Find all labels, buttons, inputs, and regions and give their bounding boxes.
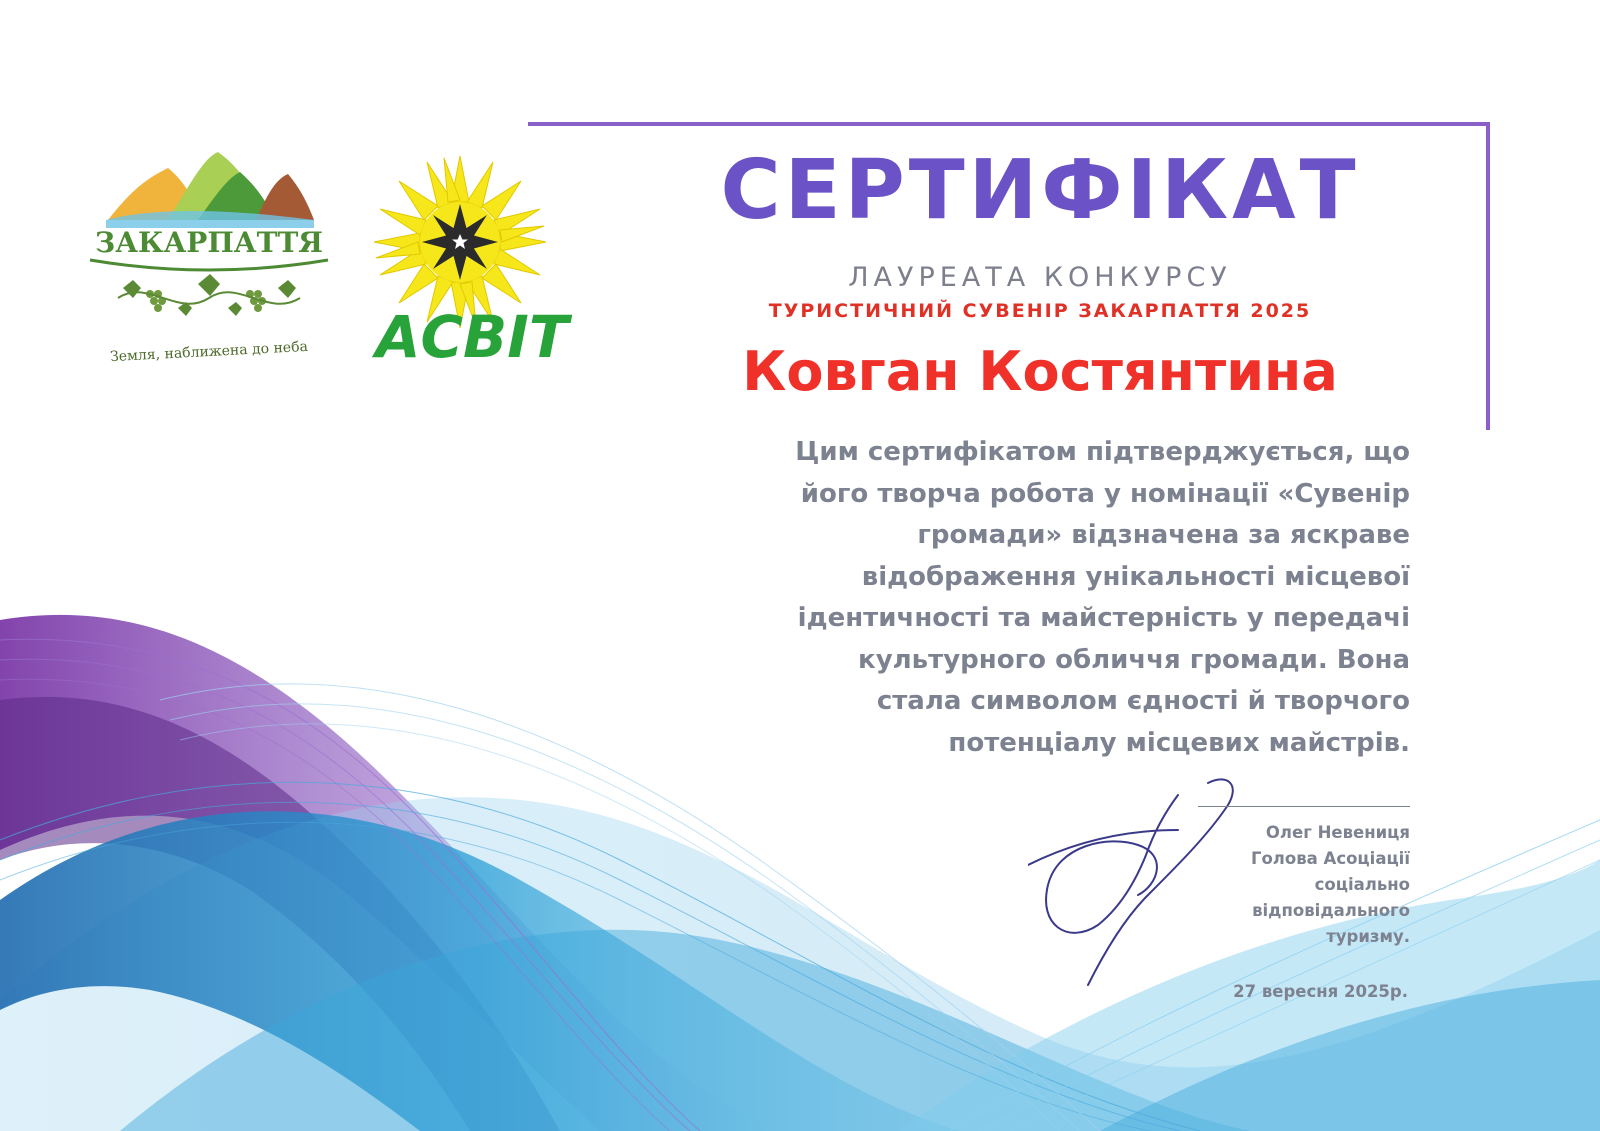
frame-border-top — [528, 122, 1490, 126]
certificate-title: СЕРТИФІКАТ — [720, 143, 1360, 238]
issue-date: 27 вересня 2025р. — [1233, 982, 1408, 1001]
signature-line — [1198, 806, 1410, 807]
frame-border-right — [1486, 122, 1490, 430]
body-line: Цим сертифікатом підтверджується, що — [795, 437, 1410, 467]
body-line: культурного обличчя громади. Вона — [858, 644, 1410, 675]
body-line: стала символом єдності й творчого — [876, 686, 1410, 716]
signatory-title-line: туризму. — [1326, 927, 1410, 946]
certificate-body — [700, 432, 1410, 764]
signatory-title-line: відповідального — [1252, 901, 1410, 920]
body-line: громади» відзначена за яскраве — [917, 520, 1410, 550]
svg-text:ЗАКАРПАТТЯ: ЗАКАРПАТТЯ — [95, 226, 323, 259]
asvit-logo — [372, 152, 572, 372]
certificate-subtitle: ЛАУРЕАТА КОНКУРСУ — [848, 262, 1232, 293]
svg-text:АСВІТ: АСВІТ — [375, 303, 569, 371]
recipient-name: Ковган Костянтина — [742, 340, 1338, 403]
body-line: його творча робота у номінації «Сувенір — [800, 478, 1410, 509]
contest-name: ТУРИСТИЧНИЙ СУВЕНІР ЗАКАРПАТТЯ 2025 — [768, 300, 1312, 322]
logo-tagline: Земля, наближена до неба — [109, 338, 309, 366]
body-line: ідентичності та майстерність у передачі — [797, 603, 1410, 633]
signatory-block — [1160, 820, 1410, 950]
body-line: потенціалу місцевих майстрів. — [948, 727, 1410, 758]
signatory-title-line: Голова Асоціації — [1250, 849, 1410, 868]
signatory-name: Олег Невениця — [1265, 823, 1410, 842]
signatory-title-line: соціально — [1314, 875, 1410, 894]
zakarpattia-logo — [78, 148, 340, 384]
body-line: відображення унікальності місцевої — [861, 561, 1410, 592]
